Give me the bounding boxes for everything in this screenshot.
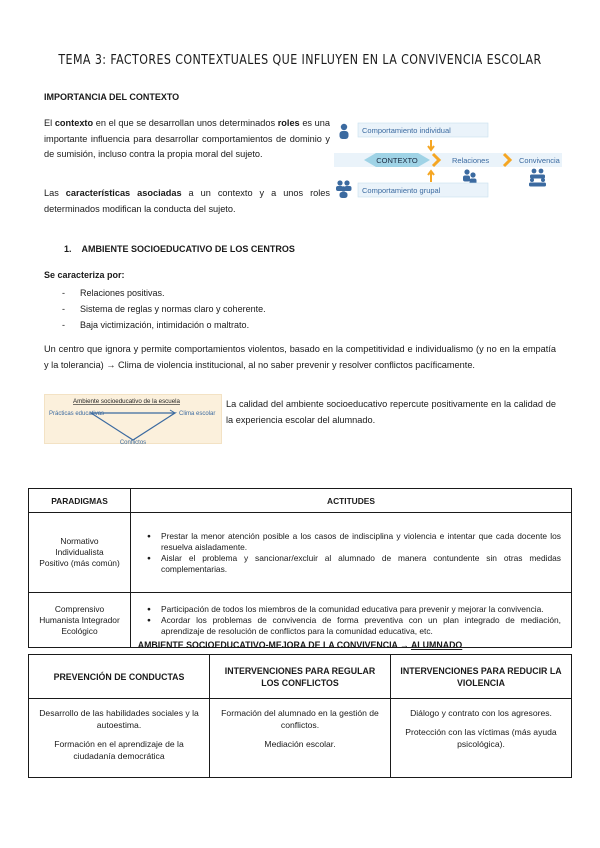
table-row (29, 513, 572, 593)
table-cell: Diálogo y contrato con los agresores. Protección con las víctimas (más ayuda psicológica). (391, 699, 572, 778)
convivencia-group-icon (529, 169, 546, 187)
paradigmas-table (28, 488, 572, 648)
table-header: INTERVENCIONES PARA REGULAR LOS CONFLICTOS (210, 655, 391, 699)
attitudes-cell (131, 513, 572, 593)
list-item: - Baja victimización, intimidación o maltrato. (62, 317, 266, 333)
table-header: ACTITUDES (131, 489, 572, 513)
paradigm-cell: Normativo Individualista Positivo (más común) (29, 513, 131, 593)
list-item: ● Prestar la menor atención posible a los casos de indisciplina y violencia e intentar que cada docente los resuelva aisladamente. (147, 531, 561, 553)
triangle-right-label: Clima escolar (179, 411, 216, 417)
ambiente-triangle-figure (44, 394, 222, 444)
table-cell: Desarrollo de las habilidades sociales y la autoestima. Formación en el aprendizaje de la ciudadanía democrática (29, 699, 210, 778)
list-item: - Relaciones positivas. (62, 285, 266, 301)
caracteriza-heading: Se caracteriza por: (44, 270, 125, 280)
section-heading-importancia: IMPORTANCIA DEL CONTEXTO (44, 92, 180, 102)
paragraph-calidad: La calidad del ambiente socioeducativo repercute positivamente en la calidad de la experiencia escolar del alumnado. (226, 399, 556, 425)
table-row (29, 699, 572, 778)
convivencia-label: Convivencia (519, 156, 560, 165)
list-item: - Sistema de reglas y normas claro y coherente. (62, 301, 266, 317)
triangle-title: Ambiente socioeducativo de la escuela (73, 398, 180, 405)
list-item: ● Aislar el problema y sancionar/excluir al alumnado de manera contundente sin otras medidas complementarias. (147, 553, 561, 575)
table-header: INTERVENCIONES PARA REDUCIR LA VIOLENCIA (391, 655, 572, 699)
list-item: ● Participación de todos los miembros de la comunidad educativa para prevenir y mejorar la convivencia. (147, 604, 561, 615)
section-heading-ambiente: 1. AMBIENTE SOCIOEDUCATIVO DE LOS CENTROS (64, 244, 295, 254)
list-item: ● Acordar los problemas de convivencia de forma preventiva con un plan integrado de mediación, aprendizaje de resolución de conflictos para la comunidad educativa, etc. (147, 615, 561, 637)
triangle-shape (91, 413, 175, 440)
relaciones-label: Relaciones (452, 156, 490, 165)
table-header: PARADIGMAS (29, 489, 131, 513)
paragraph-contexto: El contexto en el que se desarrollan unos determinados roles es una importante influencia para desarrollar comportamientos de dominio y de sumisión, incluso contra la propia moral del sujeto. (44, 118, 330, 159)
page-title: TEMA 3: FACTORES CONTEXTUALES QUE INFLUYEN EN LA CONVIVENCIA ESCOLAR (58, 52, 542, 68)
paragraph-caracteristicas: Las características asociadas a un contexto y a unos roles determinados modifican la conducta del sujeto. (44, 188, 330, 214)
context-diagram (334, 120, 562, 202)
triangle-bottom-label: Conflictos (119, 440, 147, 445)
paradigm-cell: Comprensivo Humanista Integrador Ecológico (29, 593, 131, 648)
individual-label: Comportamiento individual (362, 126, 451, 135)
contexto-label: CONTEXTO (376, 155, 418, 165)
triangle-left-label: Prácticas educativas (49, 411, 105, 417)
arrow-up-icon (428, 171, 434, 182)
mejora-table (28, 654, 572, 778)
grupal-label: Comportamiento grupal (362, 186, 441, 195)
caracteristicas-list (62, 285, 266, 333)
table-cell: Formación del alumnado en la gestión de conflictos. Mediación escolar. (210, 699, 391, 778)
individual-person-icon (340, 124, 349, 139)
paragraph-violencia: Un centro que ignora y permite comportamientos violentos, basado en la competitividad e individualismo (y no en la empatía y la tolerancia) → Clima de violencia institucional, al no saber prevenir y resolver conflictos pacíficamente. (44, 344, 556, 370)
mejora-table-title: AMBIENTE SOCIOEDUCATIVO-MEJORA DE LA CONVIVENCIA → ALUMNADO (137, 640, 463, 650)
group-people-icon (336, 180, 352, 198)
relaciones-people-icon (463, 169, 477, 184)
table-header: PREVENCIÓN DE CONDUCTAS (29, 655, 210, 699)
arrow-down-icon (428, 140, 434, 150)
